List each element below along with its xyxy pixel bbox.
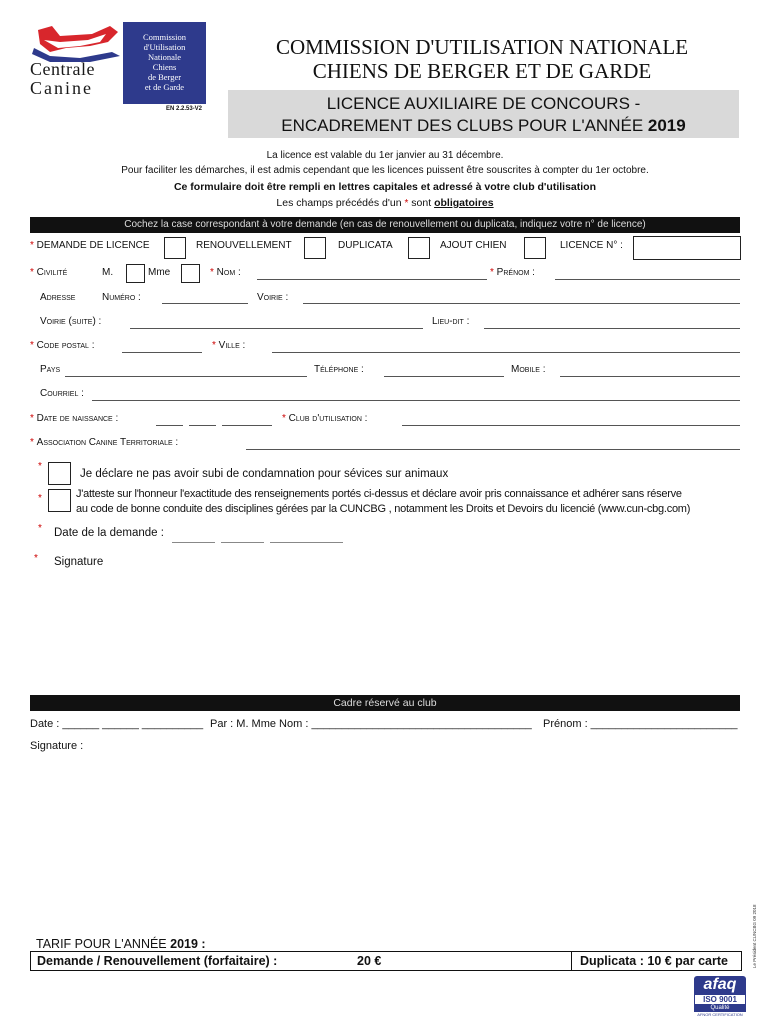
civilite-label (30, 267, 67, 278)
required-star: * (38, 493, 42, 504)
lieu-dit-input[interactable] (484, 328, 740, 329)
required-note-bold: obligatoires (434, 197, 494, 209)
side-note: Le Président CUNCBG 09 2018 (752, 904, 757, 968)
commission-line: de Berger (147, 72, 182, 82)
code-postal-input[interactable] (122, 352, 202, 353)
signature-label: Signature (54, 556, 104, 568)
commission-line: Commission (143, 32, 186, 42)
afaq-qualite: Qualité (694, 1005, 746, 1012)
decl-condamnation-checkbox[interactable] (48, 462, 71, 485)
club-par-field[interactable]: Par : M. Mme Nom : ____________________________________ (210, 718, 532, 730)
decl-honneur-text (76, 487, 746, 517)
voirie-label: Voirie : (257, 292, 289, 303)
required-star: * (34, 553, 38, 564)
duplicata-label: DUPLICATA (338, 240, 393, 251)
dog-logo-icon (30, 22, 122, 62)
nom-input[interactable] (257, 279, 487, 280)
civilite-text: Civilité (36, 267, 68, 278)
ville-label (212, 340, 245, 351)
ajout-chien-label: AJOUT CHIEN (440, 240, 507, 251)
code-postal-text: Code postal : (36, 340, 95, 351)
required-star: * (212, 340, 219, 351)
club-date-field[interactable]: Date : ______ ______ __________ (30, 718, 204, 730)
adresse-label: Adresse (40, 292, 76, 303)
demande-licence-checkbox[interactable] (164, 237, 186, 259)
licence-title-box (228, 90, 739, 138)
civilite-mme-label: Mme (148, 267, 171, 278)
demande-label (30, 240, 149, 251)
demande-year-input[interactable] (270, 542, 343, 543)
required-note-prefix: Les champs précédés d'un (276, 197, 405, 209)
required-star: * (404, 198, 409, 209)
association-label (30, 437, 178, 448)
renouvellement-label: RENOUVELLEMENT (196, 240, 292, 251)
numero-input[interactable] (162, 303, 248, 304)
intro-instructions: Ce formulaire doit être rempli en lettres capitales et adressé à votre club d'utilisation (173, 181, 597, 193)
demande-text: DEMANDE DE LICENCE (33, 240, 150, 251)
civilite-mme-checkbox[interactable] (181, 264, 200, 283)
commission-box (123, 22, 206, 104)
afaq-cert: AFNOR CERTIFICATION (697, 1012, 743, 1017)
tarif-year: 2019 (170, 937, 198, 951)
page-title (212, 35, 752, 83)
logo-line2: Canine (30, 78, 93, 98)
intro-october: Pour faciliter les démarches, il est admis cependant que les licences puissent être souscrites à compter du 1er octobre. (121, 165, 649, 176)
required-star: * (210, 267, 217, 278)
document-ref: EN 2.2.53-V2 (166, 106, 203, 112)
prenom-input[interactable] (555, 279, 740, 280)
club-input[interactable] (402, 425, 740, 426)
code-postal-label (30, 340, 95, 351)
demande-month-input[interactable] (221, 542, 264, 543)
tarif-title-suffix: : (197, 937, 206, 951)
association-text: Association Canine Territoriale : (36, 437, 179, 448)
licence-number-input[interactable] (633, 236, 741, 260)
licence-year: 2019 (647, 116, 686, 135)
intro-line1: La licence est valable du 1er janvier au 31 décembre. (266, 150, 504, 161)
birth-day-input[interactable] (156, 425, 183, 426)
mobile-label: Mobile : (511, 364, 546, 375)
required-note-mid: sont (408, 197, 435, 209)
renouvellement-checkbox[interactable] (304, 237, 326, 259)
civilite-m-checkbox[interactable] (126, 264, 145, 283)
required-star: * (30, 340, 37, 351)
required-star: * (490, 267, 497, 278)
intro-required-note (30, 197, 740, 209)
licence-line1: LICENCE AUXILIAIRE DE CONCOURS - (326, 94, 641, 113)
civilite-m-label: M. (102, 267, 114, 278)
nom-label (210, 267, 241, 278)
ville-text: Ville : (218, 340, 246, 351)
date-demande-label: Date de la demande : (54, 527, 164, 539)
tarif-row (30, 951, 742, 971)
numero-label: Numéro : (102, 292, 141, 303)
club-text: Club d'utilisation : (288, 413, 368, 424)
commission-line: Nationale (147, 52, 182, 62)
required-star: * (30, 413, 37, 424)
voirie-input[interactable] (303, 303, 740, 304)
required-star: * (30, 437, 37, 448)
ville-input[interactable] (272, 352, 740, 353)
decl-honneur-checkbox[interactable] (48, 489, 71, 512)
nom-text: Nom : (216, 267, 241, 278)
signature-area[interactable] (54, 575, 740, 685)
birth-year-input[interactable] (222, 425, 272, 426)
association-input[interactable] (246, 449, 740, 450)
decl-honneur-line1: J'atteste sur l'honneur l'exactitude des renseignements portés ci-dessus et déclare avoir pris connaissance et adhérer sans réserve (76, 488, 682, 500)
tarif-prix: 20 € (357, 954, 382, 968)
tarif-title (36, 937, 206, 951)
prenom-text: Prénom : (496, 267, 535, 278)
club-prenom-field[interactable]: Prénom : ________________________ (543, 718, 738, 730)
voirie-suite-input[interactable] (130, 328, 423, 329)
club-label (282, 413, 367, 424)
required-star: * (38, 523, 42, 534)
afaq-iso: ISO 9001 (694, 994, 746, 1005)
tarif-duplicata: Duplicata : 10 € par carte (571, 952, 741, 970)
birth-month-input[interactable] (189, 425, 216, 426)
logo-line1: Centrale (30, 59, 95, 79)
courriel-label: Courriel : (40, 388, 84, 399)
required-star: * (30, 240, 34, 251)
telephone-label: Téléphone : (314, 364, 364, 375)
required-star: * (38, 461, 42, 472)
pays-input[interactable] (65, 376, 307, 377)
afaq-logo (694, 976, 746, 1022)
licence-line2 (228, 115, 739, 137)
required-star: * (282, 413, 289, 424)
commission-line: d'Utilisation (143, 42, 186, 52)
required-star: * (30, 267, 37, 278)
date-naissance-label (30, 413, 118, 424)
licence-number-label: LICENCE N° : (560, 240, 623, 251)
lieu-dit-label: Lieu-dit : (432, 316, 470, 327)
decl-honneur-line2: au code de bonne conduite des disciplines gérées par la CUNCBG , notamment les Droits et Devoirs du licencié (www.cun-cbg.com) (76, 503, 691, 515)
voirie-suite-label: Voirie (suite) : (40, 316, 102, 327)
club-signature-label: Signature : (30, 740, 84, 752)
tarif-demande-label: Demande / Renouvellement (forfaitaire) : (37, 954, 278, 968)
centrale-canine-wordmark (30, 60, 95, 98)
tarif-title-text: TARIF POUR L'ANNÉE (36, 937, 171, 951)
licence-line2-text: ENCADREMENT DES CLUBS POUR L'ANNÉE (281, 116, 648, 135)
commission-line: Chiens (152, 62, 177, 72)
title-line1: COMMISSION D'UTILISATION NATIONALE (275, 35, 689, 59)
instruction-bar: Cochez la case correspondant à votre demande (en cas de renouvellement ou duplicata, indiquez votre n° de licence) (30, 217, 740, 233)
duplicata-checkbox[interactable] (408, 237, 430, 259)
commission-line: et de Garde (144, 82, 185, 92)
ajout-chien-checkbox[interactable] (524, 237, 546, 259)
courriel-input[interactable] (92, 400, 740, 401)
telephone-input[interactable] (384, 376, 504, 377)
afaq-name: afaq (694, 976, 746, 994)
prenom-label (490, 267, 535, 278)
decl-condamnation-text: Je déclare ne pas avoir subi de condamnation pour sévices sur animaux (80, 468, 449, 480)
title-line2: CHIENS DE BERGER ET DE GARDE (312, 59, 652, 83)
club-reserved-bar: Cadre réservé au club (30, 695, 740, 711)
intro-validity (30, 150, 740, 161)
mobile-input[interactable] (560, 376, 740, 377)
pays-label: Pays (40, 364, 61, 375)
demande-day-input[interactable] (172, 542, 215, 543)
date-naissance-text: Date de naissance : (36, 413, 119, 424)
